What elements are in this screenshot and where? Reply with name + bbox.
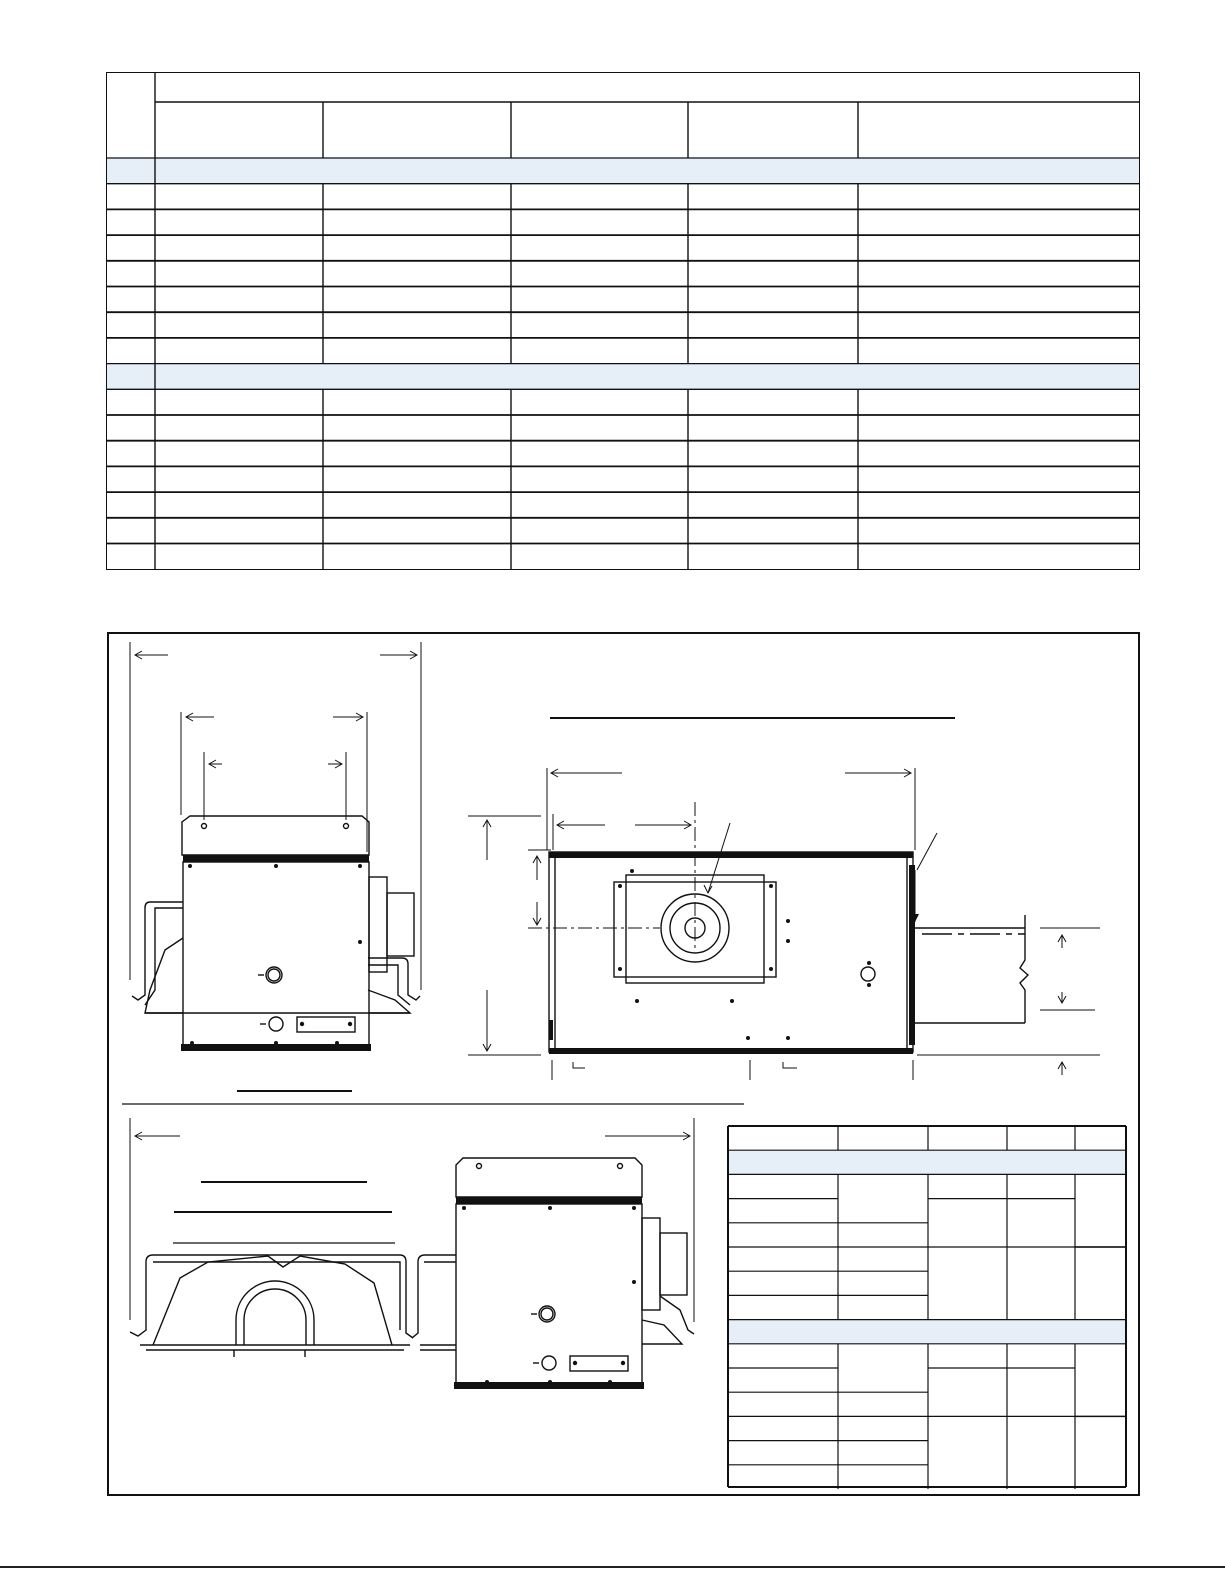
bottom-view [130, 1118, 694, 1357]
dimension-table [728, 1126, 1126, 1489]
knockout-icon [531, 1306, 555, 1322]
discharge-collar [642, 1218, 660, 1310]
end-view [130, 642, 421, 1091]
top-flange [182, 816, 369, 855]
electrical-box-icon [297, 1017, 355, 1032]
page-footer-rule [0, 1566, 1225, 1568]
drawing-frame [108, 633, 1139, 1495]
table-grid [728, 1126, 1126, 1489]
side-view [468, 718, 1100, 1080]
knockout-icon [258, 967, 282, 983]
section-band [728, 1150, 1126, 1174]
end-view-2 [454, 1158, 694, 1389]
knockout-icon [861, 967, 875, 981]
knockout-icon [533, 1356, 556, 1370]
hanger-bracket-left [132, 902, 183, 1000]
section-band [728, 1320, 1126, 1344]
dimension-lines [468, 768, 1100, 1080]
fan-opening [236, 1281, 314, 1345]
dimension-lines [130, 1118, 694, 1322]
end-housing [183, 862, 369, 1048]
end-housing [456, 1204, 642, 1386]
electrical-box-icon [570, 1356, 628, 1371]
duct-break-icon [1020, 915, 1028, 1023]
knockout-icon [260, 1017, 283, 1031]
